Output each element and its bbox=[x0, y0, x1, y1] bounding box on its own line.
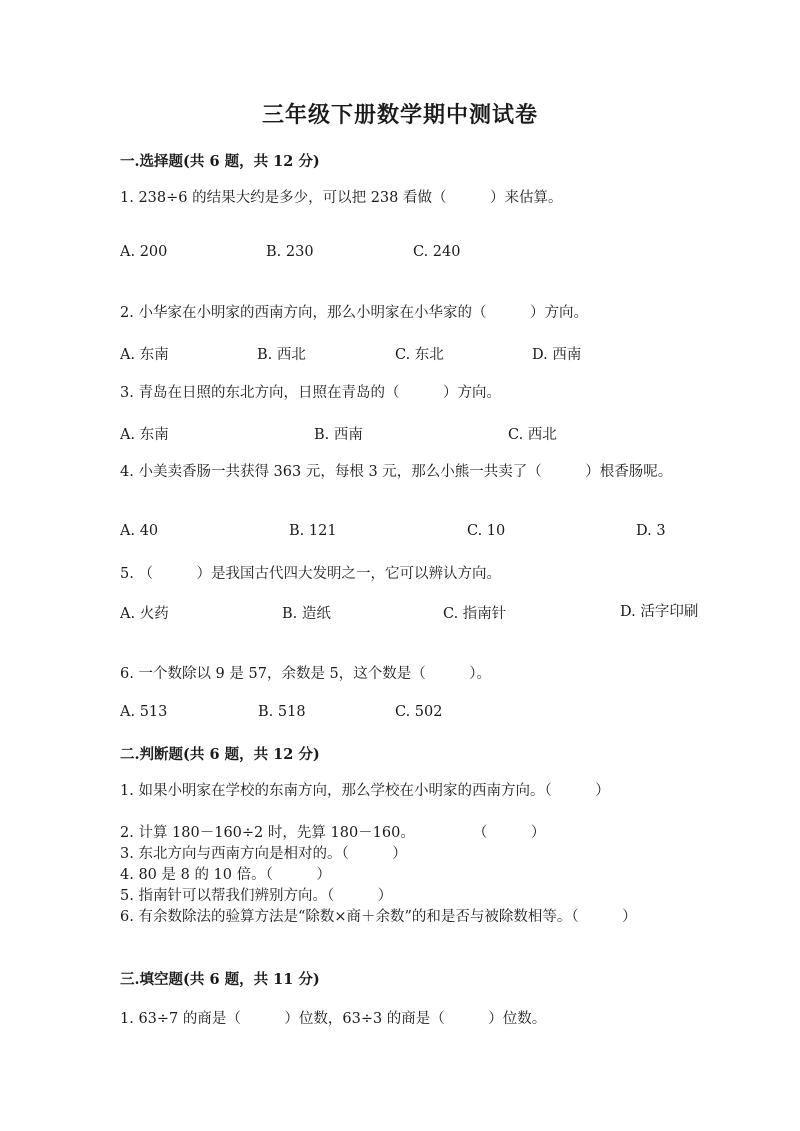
option-b: B. 西南 bbox=[314, 427, 363, 443]
option-b: B. 518 bbox=[258, 704, 306, 720]
page-title: 三年级下册数学期中测试卷 bbox=[261, 102, 538, 128]
option-b: B. 造纸 bbox=[282, 606, 331, 622]
question-text: 6. 一个数除以 9 是 57，余数是 5，这个数是（ ）。 bbox=[120, 666, 492, 682]
option-a: A. 40 bbox=[120, 523, 159, 539]
option-b: B. 西北 bbox=[257, 347, 306, 363]
question-text: 1. 63÷7 的商是（ ）位数，63÷3 的商是（ ）位数。 bbox=[120, 1011, 547, 1027]
option-c: C. 10 bbox=[467, 523, 506, 539]
question-text: 3. 青岛在日照的东北方向，日照在青岛的（ ）方向。 bbox=[120, 385, 501, 401]
option-c: C. 502 bbox=[395, 704, 443, 720]
question-text: 4. 80 是 8 的 10 倍。（ ） bbox=[120, 867, 331, 883]
option-c: C. 西北 bbox=[508, 427, 557, 443]
section-heading-choice: 一.选择题(共 6 题，共 12 分) bbox=[120, 153, 320, 170]
question-text: 4. 小美卖香肠一共获得 363 元，每根 3 元，那么小熊一共卖了（ ）根香肠呢。 bbox=[120, 464, 673, 480]
option-d: D. 3 bbox=[636, 523, 666, 539]
section-heading-fill: 三.填空题(共 6 题，共 11 分) bbox=[120, 971, 320, 988]
option-b: B. 121 bbox=[289, 523, 337, 539]
option-d: D. 西南 bbox=[532, 347, 582, 363]
question-text: 2. 小华家在小明家的西南方向，那么小明家在小华家的（ ）方向。 bbox=[120, 305, 588, 321]
option-a: A. 513 bbox=[120, 704, 168, 720]
question-text: 5. （ ）是我国古代四大发明之一，它可以辨认方向。 bbox=[120, 566, 501, 582]
question-text: 5. 指南针可以帮我们辨别方向。（ ） bbox=[120, 888, 393, 904]
option-c: C. 指南针 bbox=[443, 606, 507, 622]
section-heading-judgement: 二.判断题(共 6 题，共 12 分) bbox=[120, 746, 320, 763]
question-text: 3. 东北方向与西南方向是相对的。（ ） bbox=[120, 846, 407, 862]
option-d: D. 活字印刷 bbox=[620, 604, 699, 620]
question-text: 1. 如果小明家在学校的东南方向，那么学校在小明家的西南方向。（ ） bbox=[120, 783, 610, 799]
option-a: A. 火药 bbox=[120, 606, 169, 622]
question-text: 6. 有余数除法的验算方法是“除数×商＋余数”的和是否与被除数相等。（ ） bbox=[120, 909, 637, 925]
option-a: A. 200 bbox=[120, 244, 168, 260]
option-a: A. 东南 bbox=[120, 427, 169, 443]
question-text: 2. 计算 180－160÷2 时，先算 180－160。 （ ） bbox=[120, 825, 546, 841]
option-c: C. 240 bbox=[413, 244, 461, 260]
question-text: 1. 238÷6 的结果大约是多少，可以把 238 看做（ ）来估算。 bbox=[120, 190, 563, 206]
option-c: C. 东北 bbox=[395, 347, 444, 363]
option-a: A. 东南 bbox=[120, 347, 169, 363]
option-b: B. 230 bbox=[266, 244, 314, 260]
